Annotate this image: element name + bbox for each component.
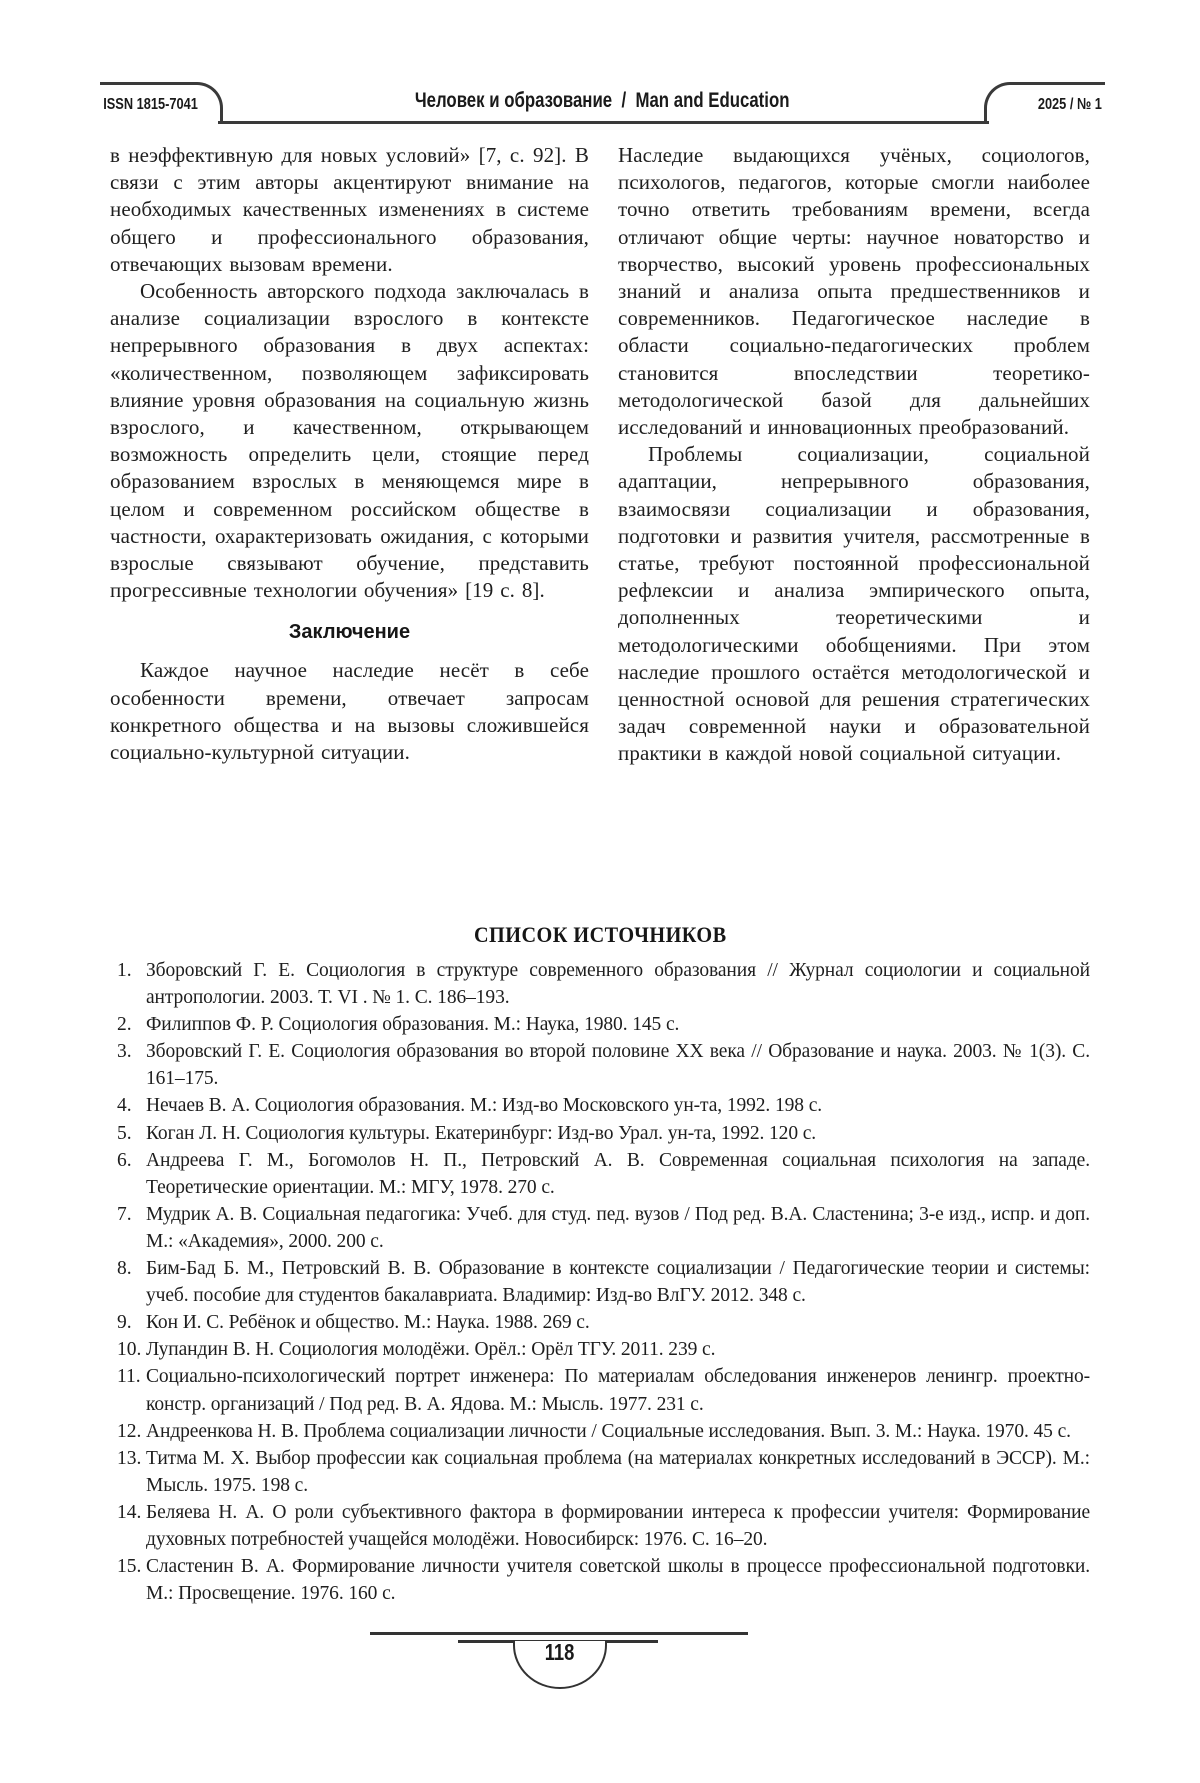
- reference-item: [110, 1201, 1090, 1255]
- page-header: [100, 83, 1105, 123]
- reference-number: 4.: [117, 1095, 132, 1117]
- reference-text: Кон И. С. Ребёнок и общество. М.: Наука. 1988. 269 с.: [146, 1312, 590, 1334]
- footer-rule-long: [370, 1632, 748, 1635]
- reference-item: [110, 1445, 1090, 1499]
- issue-tab: [984, 82, 1105, 124]
- reference-text: Лупандин В. Н. Социология молодёжи. Орёл.: Орёл ТГУ. 2011. 239 с.: [146, 1339, 716, 1361]
- references-section: [110, 922, 1090, 1607]
- reference-number: 14.: [117, 1501, 142, 1523]
- reference-text: Андреенкова Н. В. Проблема социализации личности / Социальные исследования. Вып. 3. М.: Наука. 1970. 45 с.: [146, 1420, 1071, 1442]
- reference-text: Зборовский Г. Е. Социология образования во второй половине XX века // Образование и наука. 2003. № 1(3). С. 161–175.: [146, 1041, 1090, 1090]
- left-column: [110, 142, 589, 768]
- reference-text: Коган Л. Н. Социология культуры. Екатеринбург: Изд-во Урал. ун-та, 1992. 120 с.: [146, 1122, 817, 1144]
- reference-number: 2.: [117, 1014, 132, 1036]
- reference-number: 15.: [117, 1556, 142, 1578]
- header-rule: [218, 121, 989, 124]
- reference-number: 10.: [117, 1339, 142, 1361]
- reference-number: 7.: [117, 1203, 132, 1225]
- body-paragraph: в неэффективную для новых условий» [7, с. 92]. В связи с этим авторы акцентируют внимание на необходимых качественных изменениях в системе общего и профессионального образования, отвечающих вызовам времени.: [110, 143, 589, 276]
- journal-title: Человек и образование / Man and Education: [415, 89, 790, 112]
- reference-number: 13.: [117, 1447, 142, 1469]
- reference-item: [110, 1120, 1090, 1147]
- reference-number: 6.: [117, 1149, 132, 1171]
- reference-text: Титма М. Х. Выбор профессии как социальная проблема (на материалах конкретных исследований в ЭССР). М.: Мысль. 1975. 198 с.: [146, 1447, 1090, 1496]
- reference-item: [110, 1092, 1090, 1119]
- reference-number: 9.: [117, 1312, 132, 1334]
- body-paragraph: Проблемы социализации, социальной адаптации, непрерывного образования, взаимосвязи социализации и образования, подготовки и развития учителя, рассмотренные в статье, требуют постоянной профессиональной рефлексии и анализа эмпирического опыта, дополненных теоретическими и методологическими обобщениями. При этом наследие прошлого остаётся методологической и ценностной основой для решения стратегических задач современной науки и образовательной практики в каждой новой социальной ситуации.: [618, 442, 1090, 766]
- reference-item: [110, 957, 1090, 1011]
- reference-item: [110, 1011, 1090, 1038]
- issn-tab: [100, 82, 223, 124]
- reference-text: Андреева Г. М., Богомолов Н. П., Петровский А. В. Современная социальная психология на западе. Теоретические ориентации. М.: МГУ, 1978. 270 с.: [146, 1149, 1090, 1198]
- reference-item: [110, 1038, 1090, 1092]
- journal-title-wrap: [220, 83, 985, 119]
- reference-text: Нечаев В. А. Социология образования. М.: Изд-во Московского ун-та, 1992. 198 с.: [146, 1095, 823, 1117]
- issue-label: 2025 / № 1: [1037, 95, 1102, 113]
- body-paragraph: Наследие выдающихся учёных, социологов, психологов, педагогов, которые смогли наиболее точно ответить требованиям времени, всегда отличают общие черты: научное новаторство и творчество, высокий уровень профессиональных знаний и анализа опыта предшественников и современников. Педагогическое наследие в области социально-педагогических проблем становится впоследствии теоретико-методологической базой для дальнейших исследований и инновационных преобразований.: [618, 143, 1090, 440]
- reference-text: Беляева Н. А. О роли субъективного фактора в формировании интереса к профессии учителя: Формирование духовных потребностей учащейся молодёжи. Новосибирск: 1976. С. 16–20.: [146, 1501, 1090, 1550]
- reference-text: Зборовский Г. Е. Социология в структуре современного образования // Журнал социологии и социальной антропологии. 2003. Т. VI . № 1. С. 186–193.: [146, 960, 1090, 1009]
- reference-number: 3.: [117, 1041, 132, 1063]
- conclusion-paragraph: Каждое научное наследие несёт в себе особенности времени, отвечает запросам конкретного общества и на вызовы сложившейся социально-культурной ситуации.: [110, 658, 589, 765]
- reference-item: [110, 1147, 1090, 1201]
- page-number: 118: [545, 1639, 575, 1665]
- reference-item: [110, 1336, 1090, 1363]
- reference-number: 8.: [117, 1258, 132, 1280]
- reference-text: Бим-Бад Б. М., Петровский В. В. Образование в контексте социализации / Педагогические теории и системы: учеб. пособие для студентов бакалавриата. Владимир: Изд-во ВлГУ. 2012. 348 с.: [146, 1258, 1090, 1307]
- reference-text: Мудрик А. В. Социальная педагогика: Учеб. для студ. пед. вузов / Под ред. В.А. Сластенина; 3-е изд., испр. и доп. М.: «Академия», 2000. 200 с.: [146, 1203, 1090, 1252]
- references-heading-text: СПИСОК ИСТОЧНИКОВ: [473, 922, 727, 947]
- reference-number: 11.: [117, 1366, 141, 1388]
- body-paragraph: Особенность авторского подхода заключалась в анализе социализации взрослого в контексте непрерывного образования в двух аспектах: «количественном, позволяющем зафиксировать влияние уровня образования на социальную жизнь взрослого, и качественном, открывающем возможность определить цели, стоящие перед образованием взрослых в меняющемся мире в целом и современном российском обществе в частности, охарактеризовать ожидания, с которыми взрослые связывают обучение, представить прогрессивные технологии обучения» [19 с. 8].: [110, 279, 589, 603]
- page-footer: [0, 1632, 1200, 1712]
- references-heading: [110, 922, 1090, 948]
- reference-item: [110, 1363, 1090, 1417]
- conclusion-heading: Заключение: [288, 621, 411, 644]
- reference-text: Сластенин В. А. Формирование личности учителя советской школы в процессе профессиональной подготовки. М.: Просвещение. 1976. 160 с.: [146, 1556, 1090, 1605]
- reference-item: [110, 1418, 1090, 1445]
- reference-item: [110, 1553, 1090, 1607]
- reference-number: 5.: [117, 1122, 132, 1144]
- reference-item: [110, 1309, 1090, 1336]
- reference-item: [110, 1255, 1090, 1309]
- right-column: [618, 142, 1090, 768]
- page-number-arc: [513, 1641, 607, 1689]
- reference-number: 12.: [117, 1420, 142, 1442]
- reference-text: Филиппов Ф. Р. Социология образования. М.: Наука, 1980. 145 с.: [146, 1014, 680, 1036]
- reference-number: 1.: [117, 960, 132, 981]
- reference-text: Социально-психологический портрет инженера: По материалам обследования инженеров ленингр. проектно-констр. организаций / Под ред. В. А. Ядова. М.: Мысль. 1977. 231 с.: [146, 1366, 1090, 1415]
- reference-item: [110, 1499, 1090, 1553]
- issn-label: ISSN 1815-7041: [103, 95, 198, 113]
- article-body: [110, 142, 1090, 768]
